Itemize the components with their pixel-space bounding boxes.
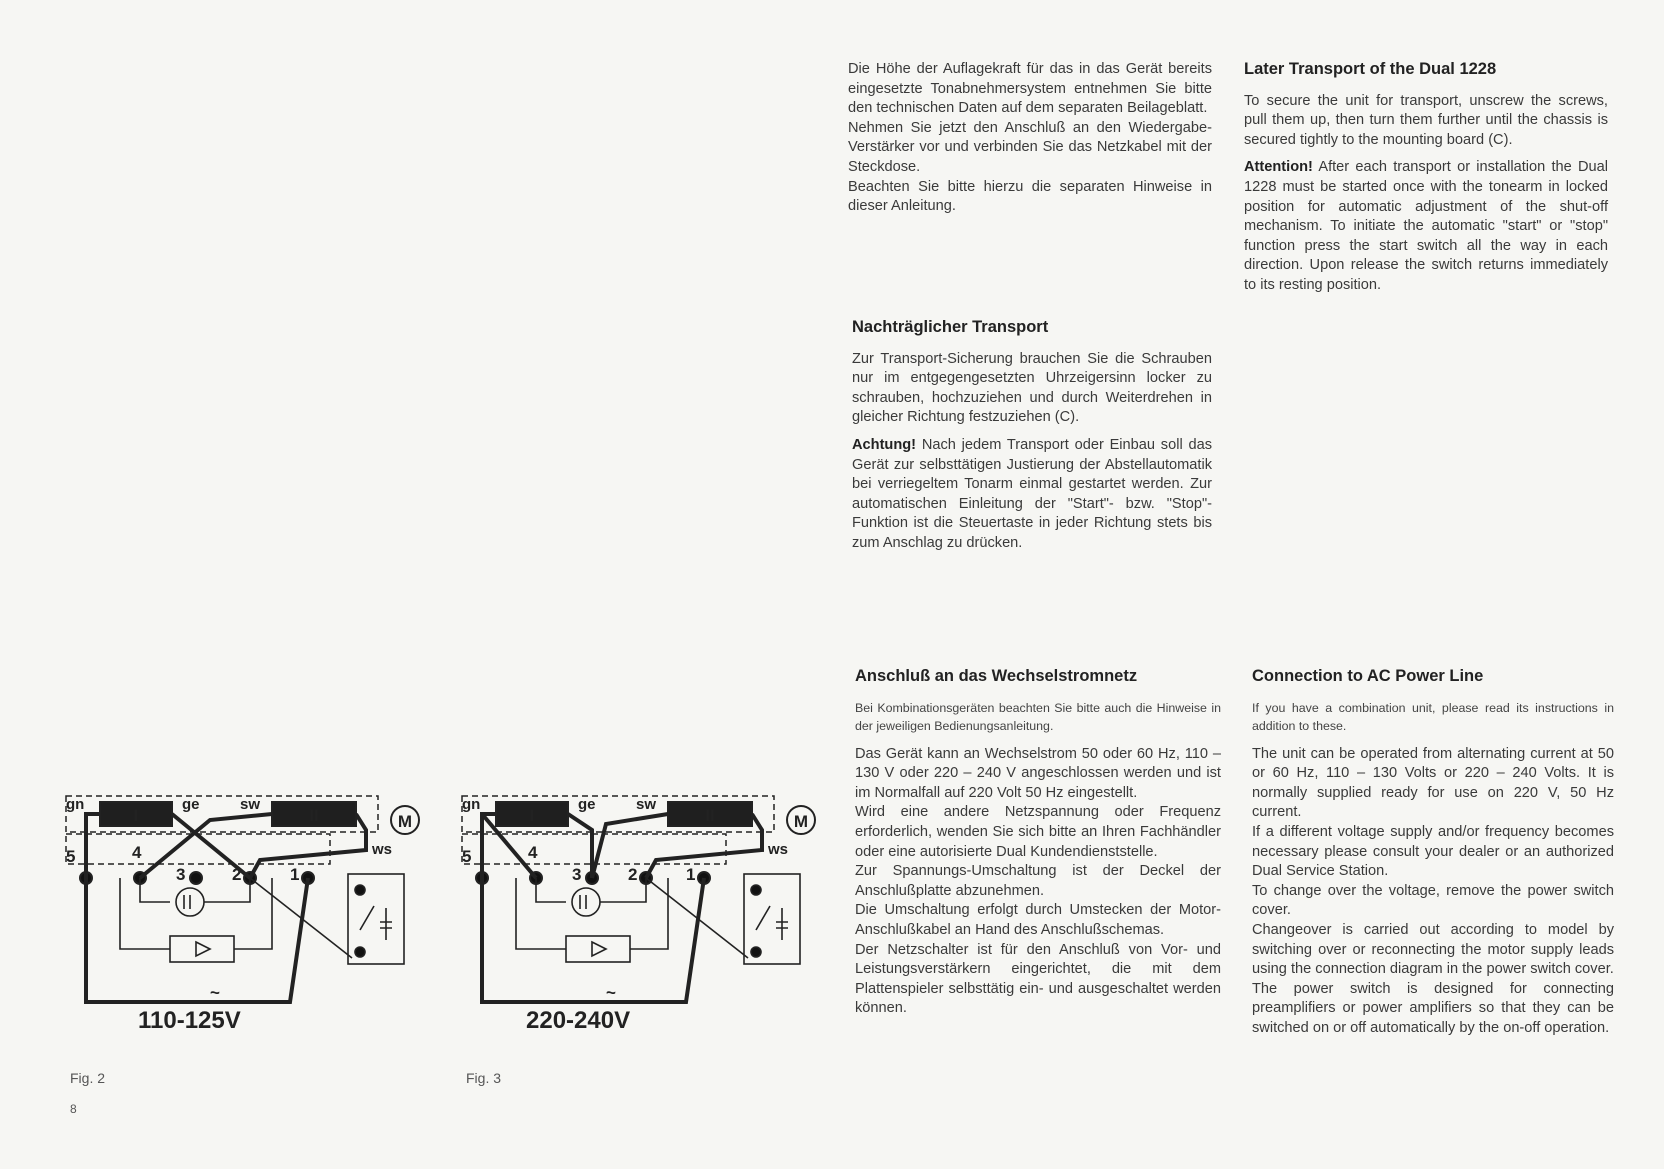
fig2-caption: Fig. 2 xyxy=(70,1070,106,1086)
en-connection-paragraph-2: If a different voltage supply and/or frequency becomes necessary please consult your dealer or an authorized Dual Service Station. xyxy=(1252,823,1614,880)
en-connection-paragraph-3: To change over the voltage, remove the power switch cover. xyxy=(1252,882,1614,919)
fig3-coil-two-label: II xyxy=(705,806,715,825)
fig2-terminal-1-label: 1 xyxy=(290,865,300,884)
en-transport-section xyxy=(1244,60,1608,304)
en-transport-paragraph: To secure the unit for transport, unscrew the screws, pull them up, then turn them further until the chassis is secured tightly to the mounting board (C). xyxy=(1244,92,1608,148)
fig2-ac-symbol: ~ xyxy=(210,983,220,1002)
fig2-coil-one-label: I xyxy=(133,806,139,825)
fig3-terminal-2-label: 2 xyxy=(628,865,638,884)
fig3-wire-ge: ge xyxy=(578,796,596,813)
en-transport-attention xyxy=(1244,158,1608,295)
de-transport-attention xyxy=(852,436,1212,554)
fig3-wire-ws: ws xyxy=(768,841,789,858)
fig3-caption: Fig. 3 xyxy=(466,1070,502,1086)
fig3-motor-label: M xyxy=(793,812,809,831)
fig2-terminal-5-label: 5 xyxy=(66,847,76,866)
de-intro-section xyxy=(848,60,1212,217)
fig3-circuit-wires xyxy=(516,874,800,964)
fig3-terminal-4-label: 4 xyxy=(528,843,538,862)
fig3-terminal-3-label: 3 xyxy=(572,865,582,884)
de-attention-label: Achtung! xyxy=(852,436,917,453)
de-connection-note: Bei Kombinationsgeräten beachten Sie bitte auch die Hinweise in der jeweiligen Bedienungsanleitung. xyxy=(855,700,1221,733)
de-connection-heading: Anschluß an das Wechselstromnetz xyxy=(855,667,1138,685)
de-connection-paragraph-2: Wird eine andere Netzspannung oder Frequenz erforderlich, wenden Sie sich bitte an Ihren Fachhändler oder eine autorisierte Dual Kundendienststelle. xyxy=(855,804,1221,860)
en-connection-section xyxy=(1252,667,1614,1039)
en-attention-label: Attention! xyxy=(1244,159,1313,176)
de-intro-paragraph-2: Nehmen Sie jetzt den Anschluß an den Wiedergabe-Verstärker vor und verbinden Sie das Netzkabel mit der Steckdose. xyxy=(848,119,1212,175)
en-connection-paragraph-5: The power switch is designed for connecting preamplifiers or power amplifiers so that they can be switched on or off automatically by the on-off operation. xyxy=(1252,980,1614,1036)
fig3-wiring-diagram xyxy=(456,790,826,1060)
fig2-wiring-diagram xyxy=(60,790,430,1060)
de-transport-paragraph: Zur Transport-Sicherung brauchen Sie die Schrauben nur im entgegengesetzten Uhrzeigersinn locker zu schrauben, hochzuziehen und durch Weiterdrehen in gleicher Richtung festzuziehen (C). xyxy=(852,350,1212,426)
fig2-coil-two-label: II xyxy=(309,806,319,825)
en-transport-heading: Later Transport of the Dual 1228 xyxy=(1244,60,1497,78)
de-intro-paragraph-1: Die Höhe der Auflagekraft für das in das Gerät bereits eingesetzte Tonabnehmersystem entnehmen Sie bitte den technischen Daten auf dem separaten Beilageblatt. xyxy=(848,61,1212,117)
page-number: 8 xyxy=(70,1102,77,1116)
fig3-terminal-5-label: 5 xyxy=(462,847,472,866)
fig3-coil-one-label: I xyxy=(529,806,535,825)
fig3-ac-symbol: ~ xyxy=(606,983,616,1002)
en-attention-text: After each transport or installation the Dual 1228 must be started once with the tonearm in locked position for automatic adjustment of the shut-off mechanism. To initiate the automatic "start" or "stop" function press the start switch all the way in each direction. Upon release the switch returns immediately to its resting position. xyxy=(1244,159,1608,293)
de-transport-heading: Nachträglicher Transport xyxy=(852,318,1049,336)
de-connection-section xyxy=(855,667,1221,1019)
fig2-terminal-3 xyxy=(190,872,202,884)
de-connection-paragraph-1: Das Gerät kann an Wechselstrom 50 oder 60 Hz, 110 – 130 V oder 220 – 240 V angeschlossen werden und ist im Normalfall auf 220 Volt 50 Hz eingestellt. xyxy=(855,745,1221,801)
en-connection-paragraph-4: Changeover is carried out according to model by switching over or reconnecting the motor supply leads using the connection diagram in the power switch cover. xyxy=(1252,921,1614,978)
fig3-wire-sw: sw xyxy=(636,796,657,813)
en-connection-paragraph-1: The unit can be operated from alternating current at 50 or 60 Hz, 110 – 130 Volts or 220 – 240 Volts. It is normally supplied ready for use on 220 V, 50 Hz current. xyxy=(1252,745,1614,821)
fig2-terminal-2-label: 2 xyxy=(232,865,242,884)
fig2-terminal-housing xyxy=(66,834,330,864)
de-connection-paragraph-5: Der Netzschalter ist für den Anschluß von Vor- und Leistungsverstärkern eingerichtet, die mit dem Plattenspieler selbsttätig ein- und ausgeschaltet werden können. xyxy=(855,941,1221,1017)
de-connection-paragraph-4: Die Umschaltung erfolgt durch Umstecken der Motor-Anschlußkabel an Hand des Anschlußschemas. xyxy=(855,902,1221,938)
fig3-terminal-1-label: 1 xyxy=(686,865,696,884)
fig2-wire-gn: gn xyxy=(66,796,85,813)
fig2-motor-label: M xyxy=(397,812,413,831)
fig2-voltage-label: 110-125V xyxy=(138,1007,241,1034)
de-connection-paragraph-3: Zur Spannungs-Umschaltung ist der Deckel der Anschlußplatte abzunehmen. xyxy=(855,863,1221,899)
de-attention-text: Nach jedem Transport oder Einbau soll das Gerät zur selbsttätigen Justierung der Abstellautomatik bei verriegeltem Tonarm einmal gestartet werden. Zur automatischen Einleitung der "Start"- bzw. "Stop"-Funktion ist die Steuertaste in jeder Richtung stets bis zum Anschlag zu drücken. xyxy=(852,436,1212,551)
en-connection-note: If you have a combination unit, please read its instructions in addition to these. xyxy=(1252,700,1614,733)
fig2-circuit-wires xyxy=(120,874,404,964)
fig2-wire-ge: ge xyxy=(182,796,200,813)
fig3-voltage-label: 220-240V xyxy=(526,1007,631,1034)
fig2-terminal-4-label: 4 xyxy=(132,843,142,862)
fig3-wire-gn: gn xyxy=(462,796,481,813)
de-intro-paragraph-3: Beachten Sie bitte hierzu die separaten Hinweise in dieser Anleitung. xyxy=(848,178,1212,215)
fig2-wire-ws: ws xyxy=(372,841,393,858)
de-transport-section xyxy=(852,318,1212,562)
en-connection-heading: Connection to AC Power Line xyxy=(1252,667,1484,685)
fig2-wire-sw: sw xyxy=(240,796,261,813)
fig2-terminal-3-label: 3 xyxy=(176,865,186,884)
